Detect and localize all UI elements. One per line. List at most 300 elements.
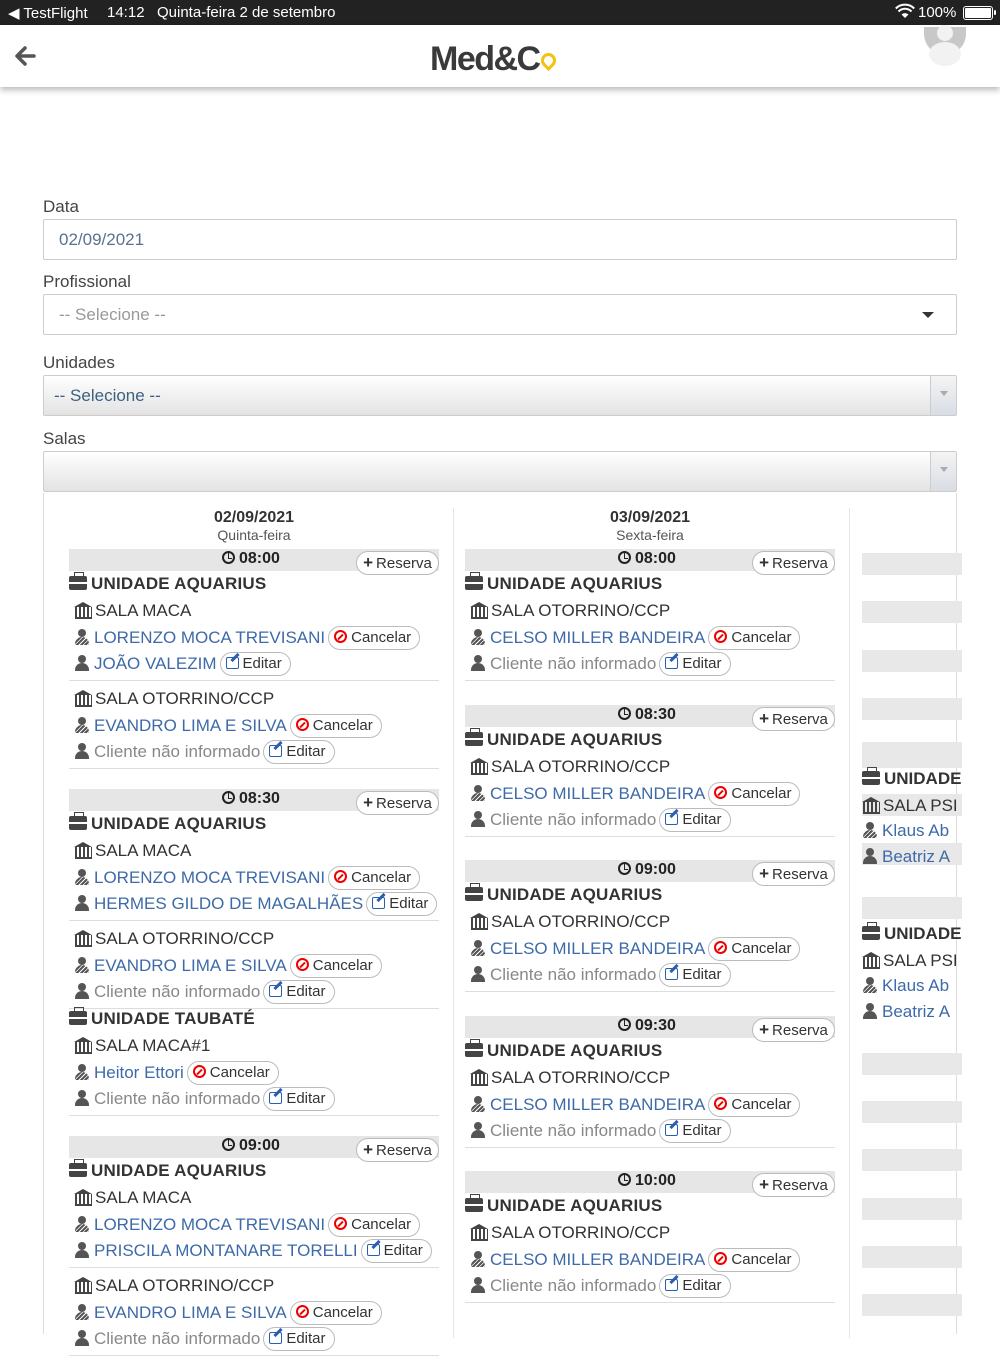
client-name[interactable]: JOÃO VALEZIM [94,654,217,673]
reserva-button[interactable] [356,791,439,815]
row-divider [465,836,835,837]
reserva-label: Reserva [772,866,828,883]
row-divider [69,1267,439,1268]
cancelar-button[interactable] [290,1301,382,1325]
column-divider [849,508,850,1338]
salas-select[interactable] [43,451,957,492]
professional-row [74,954,382,978]
building-icon [74,842,93,857]
briefcase-icon [862,771,880,785]
professional-name[interactable]: LORENZO MOCA TREVISANI [94,868,326,887]
room-name [470,601,670,621]
unit-name-text: UNIDADE [884,924,962,943]
row-divider [465,680,835,681]
plus-icon: + [759,1020,770,1039]
slot-time [222,550,280,568]
client-name[interactable]: PRISCILA MONTANARE TORELLI [94,1241,358,1260]
back-arrow-icon[interactable] [12,43,38,69]
reserva-label: Reserva [376,795,432,812]
building-icon [74,930,93,945]
doctor-icon [470,1096,486,1112]
reserva-button[interactable] [752,1173,835,1197]
location-pin-icon [538,50,559,71]
professional-row [470,937,800,961]
editar-button[interactable] [263,1087,334,1111]
room-name-text: SALA MACA [95,601,192,620]
clock-icon [618,862,631,875]
room-name [74,929,274,949]
slot-time-text: 08:00 [635,550,676,567]
professional-name[interactable]: EVANDRO LIMA E SILVA [94,1303,287,1322]
reserva-label: Reserva [772,555,828,572]
schedule-board[interactable] [43,493,962,1348]
editar-button[interactable] [263,1327,334,1351]
building-icon [470,913,489,928]
ban-icon [296,958,309,971]
professional-row [470,782,800,806]
user-icon [74,743,90,759]
unit-name-text: UNIDADE AQUARIUS [91,1161,267,1180]
edit-icon [367,1244,380,1256]
room-name [74,841,191,861]
room-name-text: SALA OTORRINO/CCP [491,757,671,776]
empty-slot-bar [862,1198,962,1220]
building-icon [862,797,881,812]
status-time: 14:12 [107,4,145,21]
building-icon [74,1189,93,1204]
row-divider [69,768,439,769]
ban-icon [334,870,347,883]
professional-row [74,626,420,650]
building-icon [862,952,881,967]
editar-label: Editar [286,983,326,1000]
unit-name [69,814,266,834]
editar-label: Editar [286,743,326,760]
professional-row [74,1061,279,1085]
user-icon [74,1330,90,1346]
editar-button[interactable] [659,1119,730,1143]
unit-name [69,574,266,594]
professional-name[interactable]: Klaus Ab [882,976,950,995]
unit-name [465,1041,662,1061]
ban-icon [714,1252,727,1265]
edit-icon [665,813,678,825]
room-name-text: SALA OTORRINO/CCP [491,1068,671,1087]
briefcase-icon [69,816,87,830]
reserva-label: Reserva [772,1022,828,1039]
slot-time-text: 09:00 [239,1137,280,1154]
time-slot [69,789,439,1108]
reserva-button[interactable] [356,551,439,575]
unit-name-text: UNIDADE AQUARIUS [487,1196,663,1215]
professional-row [74,714,382,738]
edit-icon [665,1279,678,1291]
editar-button[interactable] [361,1239,432,1263]
user-icon [74,983,90,999]
editar-button[interactable] [659,808,730,832]
salas-dropdown-button[interactable] [930,452,956,491]
clock-icon [222,551,235,564]
briefcase-icon [465,1198,483,1212]
client-name: Cliente não informado [490,1121,657,1140]
editar-button[interactable] [659,1274,730,1298]
clock-icon [618,1173,631,1186]
doctor-icon [470,1251,486,1267]
reserva-button[interactable] [356,1138,439,1162]
professional-name[interactable]: CELSO MILLER BANDEIRA [490,1250,706,1269]
profissional-select[interactable] [43,294,957,335]
slot-time-text: 08:30 [635,706,676,723]
client-row [74,980,335,1004]
row-divider [69,680,439,681]
client-row [862,1002,957,1022]
cancelar-label: Cancelar [351,1216,412,1233]
building-icon [470,1069,489,1084]
doctor-icon [862,977,878,993]
reserva-label: Reserva [376,555,432,572]
professional-row [862,976,957,996]
ban-icon [334,630,347,643]
client-row [74,740,335,764]
reserva-button[interactable] [752,707,835,731]
time-slot [465,705,835,829]
cancelar-label: Cancelar [731,785,792,802]
editar-label: Editar [682,655,722,672]
unit-name-text: UNIDADE TAUBATÉ [91,1009,255,1028]
briefcase-icon [465,887,483,901]
briefcase-icon [465,1043,483,1057]
editar-button[interactable] [263,740,334,764]
client-row [862,847,957,867]
row-divider [465,1302,835,1303]
ban-icon [296,718,309,731]
professional-row [74,866,420,890]
building-icon [470,602,489,617]
ban-icon [296,1305,309,1318]
room-name [470,1223,670,1243]
room-name-text: SALA OTORRINO/CCP [95,689,275,708]
room-name-text: SALA OTORRINO/CCP [491,1223,671,1242]
cancelar-button[interactable] [708,1093,800,1117]
profissional-label: Profissional [43,272,131,291]
plus-icon: + [363,553,374,572]
reserva-label: Reserva [376,1142,432,1159]
editar-label: Editar [242,655,282,672]
room-name [862,796,957,816]
professional-name[interactable]: CELSO MILLER BANDEIRA [490,939,706,958]
time-slot-header [862,742,962,764]
user-icon [74,1090,90,1106]
doctor-icon [74,717,90,733]
ban-icon [714,786,727,799]
doctor-icon [862,822,878,838]
row-divider [465,1147,835,1148]
day-date: 03/09/2021 [609,509,691,526]
slot-time [222,790,280,808]
client-row [470,963,731,987]
user-avatar[interactable] [924,27,966,55]
professional-name[interactable]: CELSO MILLER BANDEIRA [490,784,706,803]
time-slot-header [862,897,962,919]
editar-button[interactable] [263,980,334,1004]
unit-name [465,574,662,594]
reserva-button[interactable] [752,551,835,575]
day-weekday: Sexta-feira [616,527,684,543]
professional-name[interactable]: CELSO MILLER BANDEIRA [490,1095,706,1114]
data-label: Data [43,197,79,216]
cancelar-label: Cancelar [312,717,373,734]
plus-icon: + [759,709,770,728]
room-name [74,1188,191,1208]
room-name [470,757,670,777]
cancelar-label: Cancelar [731,1251,792,1268]
cancelar-button[interactable] [328,866,420,890]
empty-slot-bar [862,1149,962,1171]
user-icon [74,895,90,911]
time-slot-header [465,1171,835,1193]
editar-label: Editar [383,1242,423,1259]
unit-name [465,885,662,905]
clock-icon [222,1138,235,1151]
briefcase-icon [862,926,880,940]
cancelar-button[interactable] [708,1248,800,1272]
cancelar-label: Cancelar [351,629,412,646]
edit-icon [665,657,678,669]
battery-percent: 100% [918,4,957,21]
unidades-select[interactable] [43,375,957,416]
cancelar-label: Cancelar [209,1064,270,1081]
unidades-dropdown-button[interactable] [930,376,956,415]
ban-icon [714,941,727,954]
cancelar-button[interactable] [328,1213,420,1237]
client-name: Cliente não informado [94,742,261,761]
building-icon [74,1277,93,1292]
building-icon [74,1037,93,1052]
client-row [470,808,731,832]
client-name: Cliente não informado [94,982,261,1001]
cancelar-button[interactable] [708,937,800,961]
professional-name[interactable]: Klaus Ab [882,821,950,840]
slot-time-text: 08:30 [239,790,280,807]
professional-name[interactable]: Heitor Ettori [94,1063,184,1082]
professional-name[interactable]: EVANDRO LIMA E SILVA [94,716,287,735]
doctor-icon [74,1304,90,1320]
briefcase-icon [69,576,87,590]
plus-icon: + [759,864,770,883]
client-name[interactable]: Beatriz A [882,847,951,866]
doctor-icon [74,869,90,885]
client-row [74,1327,335,1351]
client-row [470,652,731,676]
data-input[interactable]: 02/09/2021 [43,219,957,260]
time-slot-header [69,549,439,571]
time-slot-header [465,1016,835,1038]
client-name[interactable]: Beatriz A [882,1002,951,1021]
client-name[interactable]: HERMES GILDO DE MAGALHÃES [94,894,364,913]
building-icon [74,690,93,705]
row-divider [69,1115,439,1116]
empty-slot-bar [862,1294,962,1316]
user-icon [470,1122,486,1138]
slot-time [618,1172,676,1190]
client-row [470,1274,731,1298]
client-name: Cliente não informado [490,810,657,829]
editar-label: Editar [286,1090,326,1107]
cancelar-button[interactable] [187,1061,279,1085]
empty-slot-bar [862,650,962,672]
cancelar-button[interactable] [290,714,382,738]
client-row [74,892,437,916]
professional-row [470,1093,800,1117]
day-date: 02/09/2021 [213,509,295,526]
user-icon [74,1242,90,1258]
building-icon [74,602,93,617]
plus-icon: + [363,793,374,812]
room-name-text: SALA MACA#1 [95,1036,211,1055]
time-slot [465,1171,835,1295]
app-header [0,25,1000,87]
unit-name [69,1009,255,1029]
empty-slot-bar [862,1053,962,1075]
cancelar-button[interactable] [290,954,382,978]
slot-time-text: 09:00 [635,861,676,878]
cancelar-button[interactable] [708,782,800,806]
client-row [470,1119,731,1143]
professional-name[interactable]: LORENZO MOCA TREVISANI [94,628,326,647]
editar-button[interactable] [659,963,730,987]
row-divider [69,920,439,921]
status-bar [0,0,1000,25]
user-icon [862,848,878,864]
room-name-text: SALA OTORRINO/CCP [95,1276,275,1295]
time-slot [465,1016,835,1140]
back-to-app-link[interactable]: ◀ TestFlight [8,5,88,22]
time-slot [465,549,835,673]
unit-name [862,769,962,789]
client-row [74,1239,432,1263]
editar-button[interactable] [366,892,437,916]
professional-name[interactable]: CELSO MILLER BANDEIRA [490,628,706,647]
room-name [74,689,274,709]
building-icon [470,758,489,773]
wifi-icon [895,4,915,23]
user-icon [470,1277,486,1293]
client-row [74,652,291,676]
empty-slot-bar [862,553,962,575]
slot-time [618,861,676,879]
clock-icon [618,551,631,564]
client-row [74,1087,335,1111]
unit-name-text: UNIDADE AQUARIUS [487,885,663,904]
time-slot [69,1136,439,1348]
cancelar-label: Cancelar [731,940,792,957]
editar-label: Editar [682,1277,722,1294]
editar-button[interactable] [659,652,730,676]
room-name [862,951,957,971]
empty-slot-bar [862,1246,962,1268]
clock-icon [618,1018,631,1031]
room-name-text: SALA MACA [95,841,192,860]
edit-icon [665,1124,678,1136]
professional-name[interactable]: EVANDRO LIMA E SILVA [94,956,287,975]
cancelar-label: Cancelar [731,629,792,646]
user-icon [862,1003,878,1019]
client-name: Cliente não informado [490,965,657,984]
slot-time [222,1137,280,1155]
time-slot [69,549,439,761]
room-name [74,1276,274,1296]
room-name-text: SALA PSI [883,951,958,970]
client-name: Cliente não informado [94,1089,261,1108]
unit-name [465,1196,662,1216]
professional-row [862,821,957,841]
battery-icon [963,6,993,20]
room-name [470,912,670,932]
unit-name-text: UNIDADE AQUARIUS [91,814,267,833]
unit-name [465,730,662,750]
room-name-text: SALA OTORRINO/CCP [491,912,671,931]
caret-down-icon [922,312,934,318]
editar-label: Editar [682,966,722,983]
doctor-icon [470,629,486,645]
unidades-select-value: -- Selecione -- [54,386,161,405]
editar-button[interactable] [220,652,291,676]
doctor-icon [74,1216,90,1232]
edit-icon [372,897,385,909]
cancelar-label: Cancelar [312,957,373,974]
editar-label: Editar [286,1330,326,1347]
slot-time-text: 08:00 [239,550,280,567]
doctor-icon [470,940,486,956]
clock-icon [222,791,235,804]
time-slot-header [465,860,835,882]
doctor-icon [74,957,90,973]
professional-row [470,1248,800,1272]
ban-icon [714,1097,727,1110]
room-name [74,601,191,621]
cancelar-button[interactable] [708,626,800,650]
unit-name-text: UNIDADE AQUARIUS [487,574,663,593]
reserva-button[interactable] [752,1018,835,1042]
chevron-down-icon [940,391,948,396]
cancelar-label: Cancelar [312,1304,373,1321]
plus-icon: + [363,1140,374,1159]
time-slot-header [465,549,835,571]
edit-icon [269,1092,282,1104]
clock-icon [618,707,631,720]
slot-time-text: 10:00 [635,1172,676,1189]
plus-icon: + [759,553,770,572]
time-slot-header [69,789,439,811]
client-name: Cliente não informado [490,654,657,673]
unit-name [862,924,962,944]
room-name-text: SALA OTORRINO/CCP [491,601,671,620]
column-divider [453,508,454,1338]
professional-name[interactable]: LORENZO MOCA TREVISANI [94,1215,326,1234]
reserva-label: Reserva [772,711,828,728]
doctor-icon [74,629,90,645]
slot-time-text: 09:30 [635,1017,676,1034]
briefcase-icon [69,1163,87,1177]
doctor-icon [74,1064,90,1080]
unidades-label: Unidades [43,353,115,372]
cancelar-button[interactable] [328,626,420,650]
reserva-button[interactable] [752,862,835,886]
empty-slot-bar [862,1101,962,1123]
unit-name-text: UNIDADE AQUARIUS [91,574,267,593]
briefcase-icon [69,1011,87,1025]
status-date: Quinta-feira 2 de setembro [157,4,336,21]
